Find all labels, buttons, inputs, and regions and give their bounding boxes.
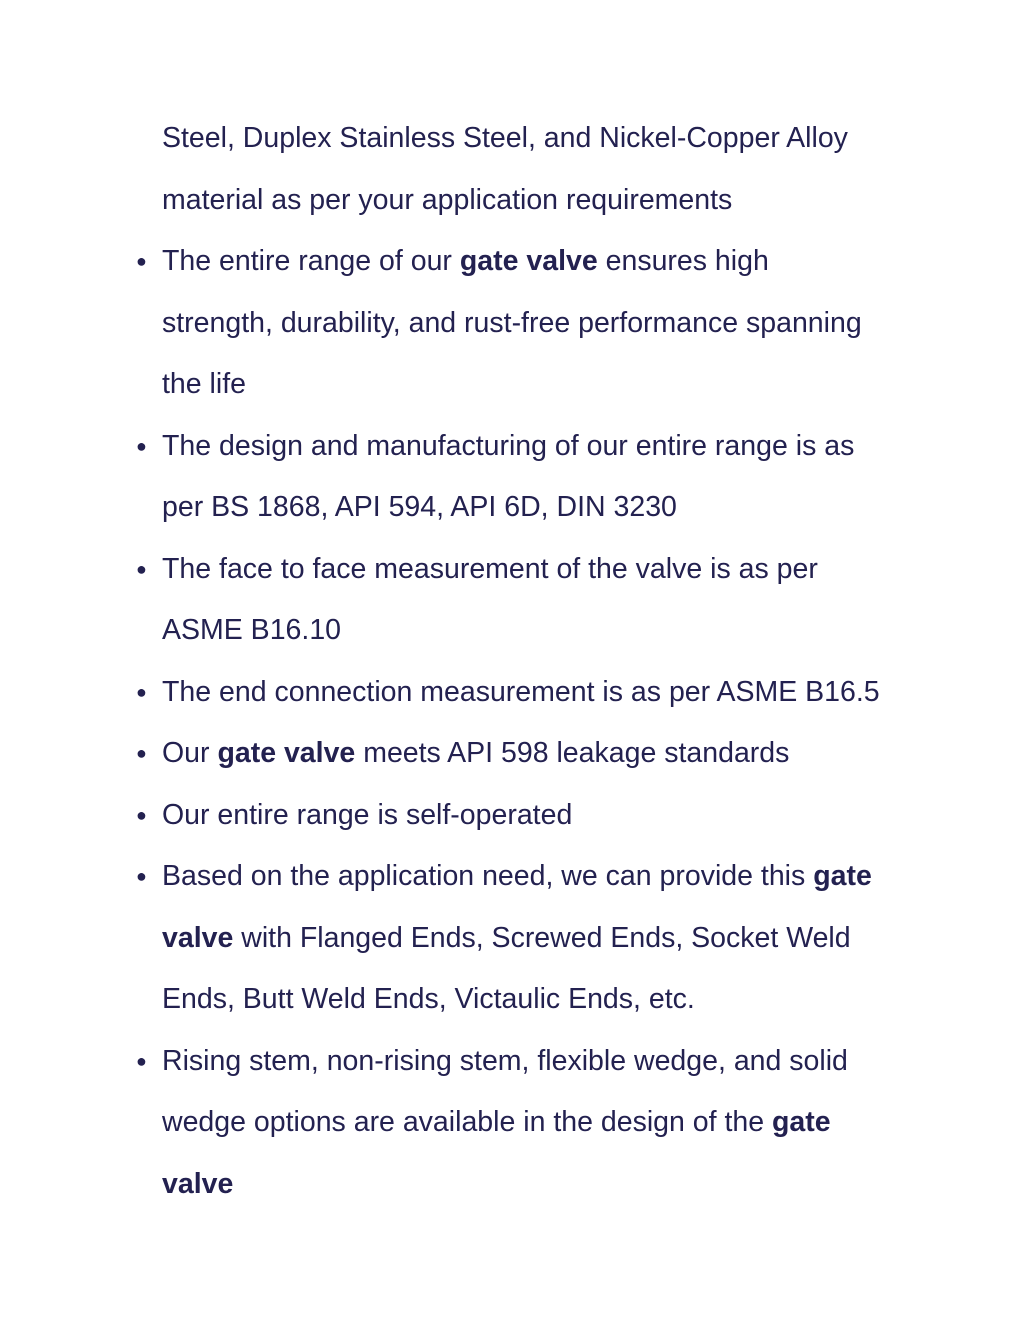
text-line: Steel, Duplex Stainless Steel, and Nickel-Copper Alloy: [162, 122, 848, 154]
text-run: meets API 598 leakage standards: [355, 737, 790, 769]
list-item: [136, 1031, 962, 1216]
text-line: [162, 723, 962, 785]
list-item: [136, 723, 962, 785]
text-line: The face to face measurement of the valve is as per: [162, 552, 818, 585]
text-run: Based on the application need, we can provide this: [162, 860, 814, 892]
list-item-continuation: [162, 108, 962, 231]
bullet-icon: ●: [136, 435, 147, 456]
text-line: strength, durability, and rust-free performance spanning: [162, 306, 862, 339]
text-run: with Flanged Ends, Screwed Ends, Socket Weld: [233, 921, 851, 954]
bullet-icon: ●: [136, 866, 147, 886]
list-item: [136, 662, 962, 724]
bold-term: valve: [162, 921, 234, 954]
text-line: The design and manufacturing of our entire range is as: [162, 429, 855, 462]
text-line: [162, 908, 962, 970]
text-line: ASME B16.10: [162, 614, 342, 646]
text-line: material as per your application requirements: [162, 183, 733, 216]
bullet-icon: ●: [136, 743, 147, 763]
bullet-list: [136, 108, 962, 1215]
bold-term: gate valve: [217, 737, 356, 769]
bold-term: gate: [772, 1106, 831, 1138]
bold-term: valve: [162, 1167, 234, 1200]
text-line: The end connection measurement is as per ASME B16.5: [162, 675, 880, 708]
text-line: the life: [162, 368, 246, 400]
bullet-icon: ●: [136, 804, 147, 825]
text-run: The entire range of our: [162, 245, 460, 277]
text-line: [162, 1092, 962, 1154]
text-run: Our: [162, 737, 218, 769]
text-line: [162, 1154, 962, 1216]
list-item: [136, 785, 962, 847]
text-line: per BS 1868, API 594, API 6D, DIN 3230: [162, 491, 677, 523]
bold-term: gate valve: [459, 245, 598, 277]
text-line: Rising stem, non-rising stem, flexible wedge, and solid: [162, 1044, 848, 1077]
text-line: Our entire range is self-operated: [162, 798, 573, 831]
bullet-icon: ●: [136, 681, 147, 702]
text-run: ensures high: [597, 245, 769, 277]
text-run: wedge options are available in the design of the: [162, 1106, 773, 1138]
bullet-icon: ●: [136, 558, 147, 579]
list-item: [136, 539, 962, 662]
bullet-icon: ●: [136, 1050, 147, 1071]
bullet-icon: ●: [136, 251, 147, 271]
list-item: [136, 416, 962, 539]
text-line: Ends, Butt Weld Ends, Victaulic Ends, etc.: [162, 983, 695, 1015]
bold-term: gate: [813, 860, 872, 892]
list-item: [136, 231, 962, 416]
text-line: [162, 846, 962, 908]
list-item: [136, 846, 962, 1031]
text-line: [162, 231, 962, 293]
